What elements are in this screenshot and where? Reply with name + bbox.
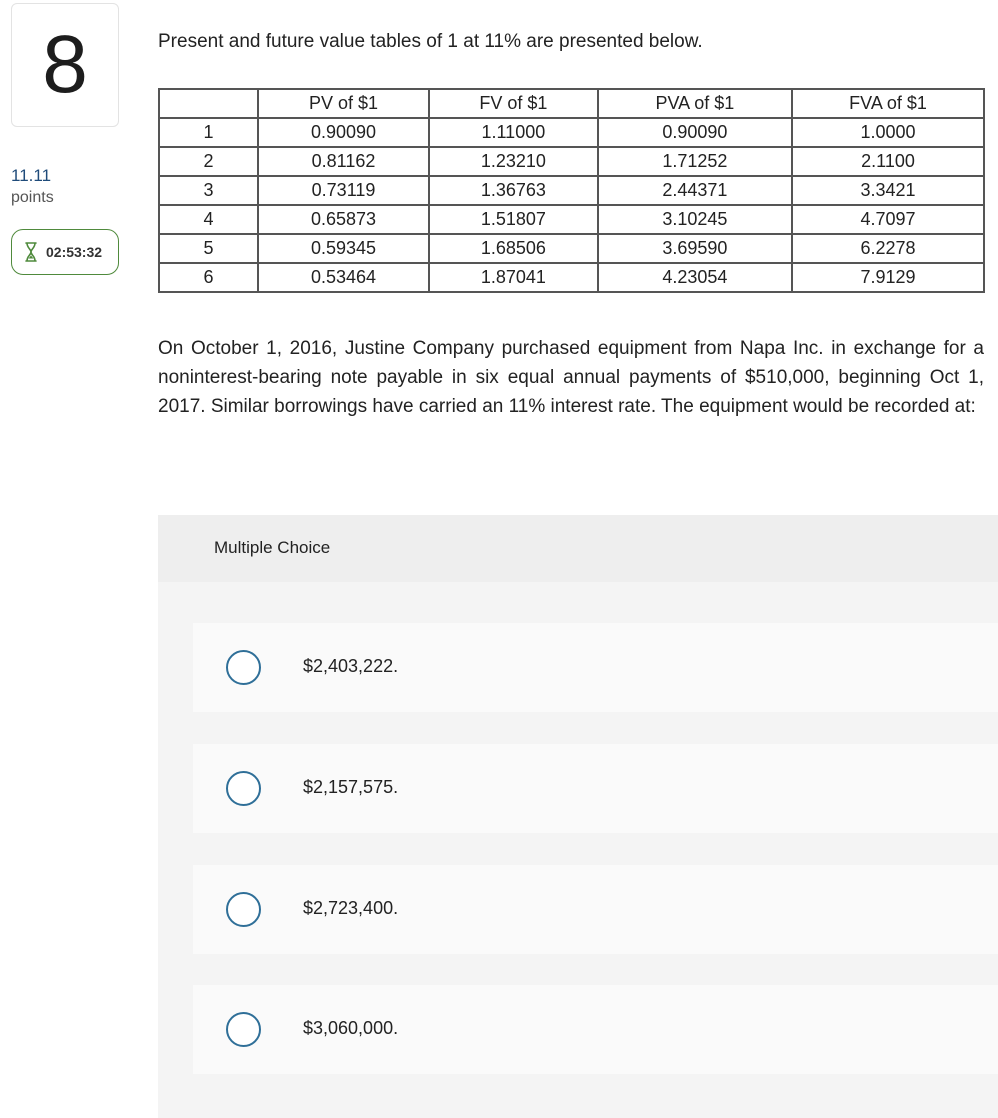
table-cell: 6: [159, 263, 258, 292]
table-row: [159, 263, 984, 292]
table-header-row: [159, 89, 984, 118]
value-table: [158, 88, 985, 293]
table-cell: 2.1100: [792, 147, 984, 176]
table-cell: 0.59345: [258, 234, 429, 263]
table-cell: 2: [159, 147, 258, 176]
table-row: [159, 234, 984, 263]
question-text: On October 1, 2016, Justine Company purchased equipment from Napa Inc. in exchange for a noninterest-bearing note payable in six equal annual payments of $510,000, beginning Oct 1, 2017. Similar borrowings have carried an 11% interest rate. The equipment would be recorded at:: [158, 338, 984, 417]
table-cell: 7.9129: [792, 263, 984, 292]
table-cell: 1.51807: [429, 205, 598, 234]
radio-button[interactable]: [226, 650, 261, 685]
radio-button[interactable]: [226, 892, 261, 927]
choice-label: $2,403,222.: [303, 656, 399, 676]
choice-option-4[interactable]: [193, 985, 998, 1074]
hourglass-icon: [24, 242, 38, 262]
timer-badge[interactable]: [11, 229, 119, 275]
intro-text: Present and future value tables of 1 at 11% are presented below.: [158, 31, 703, 52]
table-row: [159, 176, 984, 205]
table-cell: 3.3421: [792, 176, 984, 205]
table-cell: 0.65873: [258, 205, 429, 234]
table-cell: 1.71252: [598, 147, 792, 176]
table-cell: 1.68506: [429, 234, 598, 263]
table-cell: 3.69590: [598, 234, 792, 263]
table-row: [159, 205, 984, 234]
table-cell: 0.90090: [258, 118, 429, 147]
choice-label: $2,157,575.: [303, 777, 399, 797]
choice-option-2[interactable]: [193, 744, 998, 833]
table-header-cell: FV of $1: [429, 89, 598, 118]
table-cell: 2.44371: [598, 176, 792, 205]
table-header-cell: [159, 89, 258, 118]
multiple-choice-header: [158, 515, 998, 582]
table-cell: 4: [159, 205, 258, 234]
choice-option-1[interactable]: [193, 623, 998, 712]
table-cell: 0.90090: [598, 118, 792, 147]
table-cell: 1.87041: [429, 263, 598, 292]
table-cell: 1.0000: [792, 118, 984, 147]
radio-button[interactable]: [226, 1012, 261, 1047]
points-value: 11.11: [11, 166, 52, 185]
table-cell: 4.23054: [598, 263, 792, 292]
choice-option-3[interactable]: [193, 865, 998, 954]
table-cell: 0.53464: [258, 263, 429, 292]
table-cell: 0.81162: [258, 147, 429, 176]
table-row: [159, 147, 984, 176]
table-header-cell: PV of $1: [258, 89, 429, 118]
table-cell: 1: [159, 118, 258, 147]
table-cell: 1.11000: [429, 118, 598, 147]
radio-button[interactable]: [226, 771, 261, 806]
table-header-cell: PVA of $1: [598, 89, 792, 118]
table-row: [159, 118, 984, 147]
table-header-cell: FVA of $1: [792, 89, 984, 118]
question-number: 8: [11, 3, 119, 127]
table-cell: 6.2278: [792, 234, 984, 263]
table-cell: 0.73119: [258, 176, 429, 205]
timer-text: 02:53:32: [46, 244, 103, 260]
table-cell: 5: [159, 234, 258, 263]
choice-label: $2,723,400.: [303, 898, 399, 918]
table-cell: 4.7097: [792, 205, 984, 234]
multiple-choice-title: Multiple Choice: [214, 538, 331, 557]
table-cell: 1.23210: [429, 147, 598, 176]
table-cell: 1.36763: [429, 176, 598, 205]
choice-label: $3,060,000.: [303, 1018, 399, 1038]
multiple-choice-panel: [158, 515, 998, 1118]
table-cell: 3.10245: [598, 205, 792, 234]
table-cell: 3: [159, 176, 258, 205]
points-label: points: [11, 189, 54, 206]
